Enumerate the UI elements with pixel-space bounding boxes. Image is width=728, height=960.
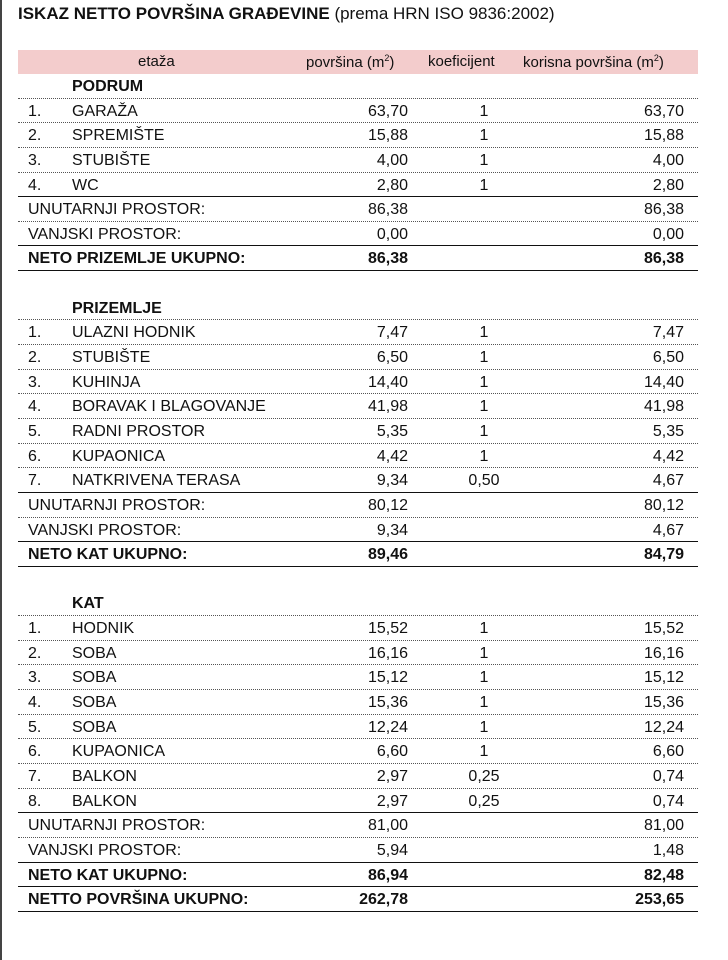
room-name: KUHINJA xyxy=(72,373,141,391)
room-coefficient: 1 xyxy=(479,176,489,194)
row-number: 8. xyxy=(28,792,42,810)
row-number: 4. xyxy=(28,694,42,712)
table-row xyxy=(18,715,698,740)
outer-space-row xyxy=(18,518,698,543)
summary-useful-area: 1,48 xyxy=(652,841,684,859)
room-useful-area: 41,98 xyxy=(643,398,684,416)
room-useful-area: 0,74 xyxy=(652,792,684,810)
table-row xyxy=(18,394,698,419)
room-coefficient: 1 xyxy=(479,398,489,416)
section-header xyxy=(18,591,698,616)
room-coefficient: 1 xyxy=(479,422,489,440)
room-name: STUBIŠTE xyxy=(72,349,151,367)
room-name: BALKON xyxy=(72,767,137,785)
room-useful-area: 4,00 xyxy=(652,151,684,169)
summary-label: NETO KAT UKUPNO: xyxy=(28,866,188,884)
header-korisna-text: korisna površina (m xyxy=(523,54,654,71)
row-number: 3. xyxy=(28,373,42,391)
summary-area: 80,12 xyxy=(367,496,408,514)
room-coefficient: 1 xyxy=(479,447,489,465)
room-coefficient: 1 xyxy=(479,694,489,712)
section-total-row xyxy=(18,863,698,888)
room-name: SOBA xyxy=(72,718,117,736)
row-number: 5. xyxy=(28,422,42,440)
table-body xyxy=(18,74,698,912)
summary-label: NETO KAT UKUPNO: xyxy=(28,546,188,564)
row-number: 7. xyxy=(28,767,42,785)
summary-area: 9,34 xyxy=(376,521,408,539)
summary-area: 89,46 xyxy=(367,546,408,564)
room-useful-area: 6,60 xyxy=(652,743,684,761)
row-number: 4. xyxy=(28,398,42,416)
room-coefficient: 1 xyxy=(479,620,489,638)
room-useful-area: 2,80 xyxy=(652,176,684,194)
inner-space-row xyxy=(18,197,698,222)
room-name: BORAVAK I BLAGOVANJE xyxy=(72,398,266,416)
room-coefficient: 1 xyxy=(479,324,489,342)
room-area: 15,52 xyxy=(367,620,408,638)
room-useful-area: 4,42 xyxy=(652,447,684,465)
row-number: 6. xyxy=(28,743,42,761)
room-area: 14,40 xyxy=(367,373,408,391)
room-area: 4,00 xyxy=(376,151,408,169)
summary-label: UNUTARNJI PROSTOR: xyxy=(28,496,206,514)
room-useful-area: 0,74 xyxy=(652,767,684,785)
room-coefficient: 1 xyxy=(479,669,489,687)
header-povrsina-sup: 2 xyxy=(384,53,390,63)
section-title: PODRUM xyxy=(72,78,144,95)
table-row xyxy=(18,789,698,814)
room-name: NATKRIVENA TERASA xyxy=(72,472,241,490)
table-row xyxy=(18,444,698,469)
section-title: PRIZEMLJE xyxy=(72,299,162,317)
row-number: 3. xyxy=(28,151,42,169)
room-area: 7,47 xyxy=(376,324,408,342)
summary-label: VANJSKI PROSTOR: xyxy=(28,841,182,859)
room-coefficient: 1 xyxy=(479,743,489,761)
room-coefficient: 1 xyxy=(479,127,489,145)
room-area: 5,35 xyxy=(376,422,408,440)
table-row xyxy=(18,641,698,666)
room-name: ULAZNI HODNIK xyxy=(72,324,196,342)
room-useful-area: 15,12 xyxy=(643,669,684,687)
summary-area: 0,00 xyxy=(376,225,408,243)
room-name: SOBA xyxy=(72,644,117,662)
room-area: 12,24 xyxy=(367,718,408,736)
summary-useful-area: 0,00 xyxy=(652,225,684,243)
table-row xyxy=(18,739,698,764)
summary-useful-area: 86,38 xyxy=(643,201,684,219)
summary-area: 86,38 xyxy=(367,250,408,268)
room-coefficient: 0,50 xyxy=(468,472,500,490)
row-number: 1. xyxy=(28,620,42,638)
summary-label: VANJSKI PROSTOR: xyxy=(28,225,182,243)
room-name: RADNI PROSTOR xyxy=(72,422,206,440)
room-useful-area: 14,40 xyxy=(643,373,684,391)
room-useful-area: 16,16 xyxy=(643,644,684,662)
table-row xyxy=(18,419,698,444)
room-coefficient: 0,25 xyxy=(468,767,500,785)
room-useful-area: 15,88 xyxy=(643,127,684,145)
room-area: 6,50 xyxy=(376,349,408,367)
room-name: WC xyxy=(72,176,99,194)
room-useful-area: 63,70 xyxy=(643,102,684,120)
room-useful-area: 5,35 xyxy=(652,422,684,440)
room-name: GARAŽA xyxy=(72,102,138,120)
inner-space-row xyxy=(18,493,698,518)
room-useful-area: 15,52 xyxy=(643,620,684,638)
summary-label: UNUTARNJI PROSTOR: xyxy=(28,201,206,219)
room-name: BALKON xyxy=(72,792,137,810)
room-name: KUPAONICA xyxy=(72,743,166,761)
room-useful-area: 4,67 xyxy=(652,472,684,490)
room-useful-area: 7,47 xyxy=(652,324,684,342)
table-row xyxy=(18,764,698,789)
header-korisna xyxy=(523,53,664,71)
inner-space-row xyxy=(18,813,698,838)
summary-area: 86,94 xyxy=(367,866,408,884)
header-korisna-sup: 2 xyxy=(653,53,659,63)
section-spacer xyxy=(18,271,698,296)
room-area: 15,36 xyxy=(367,694,408,712)
room-area: 16,16 xyxy=(367,644,408,662)
room-area: 15,88 xyxy=(367,127,408,145)
grand-total-label: NETTO POVRŠINA UKUPNO: xyxy=(28,891,249,909)
room-area: 6,60 xyxy=(376,743,408,761)
room-coefficient: 1 xyxy=(479,644,489,662)
summary-useful-area: 80,12 xyxy=(643,496,684,514)
row-number: 3. xyxy=(28,669,42,687)
row-number: 6. xyxy=(28,447,42,465)
section-spacer xyxy=(18,567,698,592)
grand-total-useful-area: 253,65 xyxy=(635,891,684,909)
section-header xyxy=(18,74,698,99)
row-number: 5. xyxy=(28,718,42,736)
header-povrsina xyxy=(306,53,394,71)
room-name: SOBA xyxy=(72,669,117,687)
room-name: STUBIŠTE xyxy=(72,151,151,169)
room-area: 4,42 xyxy=(376,447,408,465)
room-coefficient: 1 xyxy=(479,151,489,169)
header-korisna-close: ) xyxy=(658,54,664,71)
room-area: 2,97 xyxy=(376,792,408,810)
outer-space-row xyxy=(18,838,698,863)
section-total-row xyxy=(18,542,698,567)
header-povrsina-text: površina (m xyxy=(306,54,385,71)
grand-total-row xyxy=(18,887,698,912)
room-coefficient: 0,25 xyxy=(468,792,500,810)
room-name: KUPAONICA xyxy=(72,447,166,465)
table-row xyxy=(18,320,698,345)
table-row xyxy=(18,123,698,148)
document-title xyxy=(18,4,555,24)
row-number: 7. xyxy=(28,472,42,490)
grand-total-area: 262,78 xyxy=(359,891,408,909)
section-title: KAT xyxy=(72,595,104,613)
room-coefficient: 1 xyxy=(479,718,489,736)
row-number: 4. xyxy=(28,176,42,194)
room-name: SOBA xyxy=(72,694,117,712)
summary-useful-area: 84,79 xyxy=(643,546,684,564)
summary-useful-area: 86,38 xyxy=(643,250,684,268)
summary-label: VANJSKI PROSTOR: xyxy=(28,521,182,539)
room-area: 2,80 xyxy=(376,176,408,194)
table-row xyxy=(18,468,698,493)
summary-label: NETO PRIZEMLJE UKUPNO: xyxy=(28,250,246,268)
row-number: 1. xyxy=(28,102,42,120)
room-area: 63,70 xyxy=(367,102,408,120)
table-row xyxy=(18,616,698,641)
header-koeficijent: koeficijent xyxy=(428,53,495,70)
room-name: SPREMIŠTE xyxy=(72,127,165,145)
room-coefficient: 1 xyxy=(479,373,489,391)
header-povrsina-close: ) xyxy=(389,54,395,71)
table-row xyxy=(18,148,698,173)
table-header xyxy=(18,50,698,74)
summary-useful-area: 4,67 xyxy=(652,521,684,539)
table-row xyxy=(18,665,698,690)
summary-useful-area: 82,48 xyxy=(643,866,684,884)
summary-area: 86,38 xyxy=(367,201,408,219)
section-total-row xyxy=(18,246,698,271)
summary-label: UNUTARNJI PROSTOR: xyxy=(28,817,206,835)
title-standard: (prema HRN ISO 9836:2002) xyxy=(334,4,555,23)
title-main: ISKAZ NETTO POVRŠINA GRAĐEVINE xyxy=(18,4,330,23)
table-row xyxy=(18,99,698,124)
summary-useful-area: 81,00 xyxy=(643,817,684,835)
room-coefficient: 1 xyxy=(479,102,489,120)
summary-area: 5,94 xyxy=(376,841,408,859)
room-coefficient: 1 xyxy=(479,349,489,367)
page-left-border xyxy=(0,0,2,960)
table-row xyxy=(18,370,698,395)
room-area: 41,98 xyxy=(367,398,408,416)
room-name: HODNIK xyxy=(72,620,135,638)
outer-space-row xyxy=(18,222,698,247)
room-useful-area: 12,24 xyxy=(643,718,684,736)
table-row xyxy=(18,173,698,198)
header-etaza: etaža xyxy=(138,53,175,70)
room-area: 2,97 xyxy=(376,767,408,785)
section-header xyxy=(18,296,698,321)
summary-area: 81,00 xyxy=(367,817,408,835)
row-number: 1. xyxy=(28,324,42,342)
room-useful-area: 15,36 xyxy=(643,694,684,712)
table-row xyxy=(18,690,698,715)
row-number: 2. xyxy=(28,644,42,662)
room-area: 9,34 xyxy=(376,472,408,490)
room-area: 15,12 xyxy=(367,669,408,687)
table-row xyxy=(18,345,698,370)
row-number: 2. xyxy=(28,349,42,367)
room-useful-area: 6,50 xyxy=(652,349,684,367)
row-number: 2. xyxy=(28,127,42,145)
